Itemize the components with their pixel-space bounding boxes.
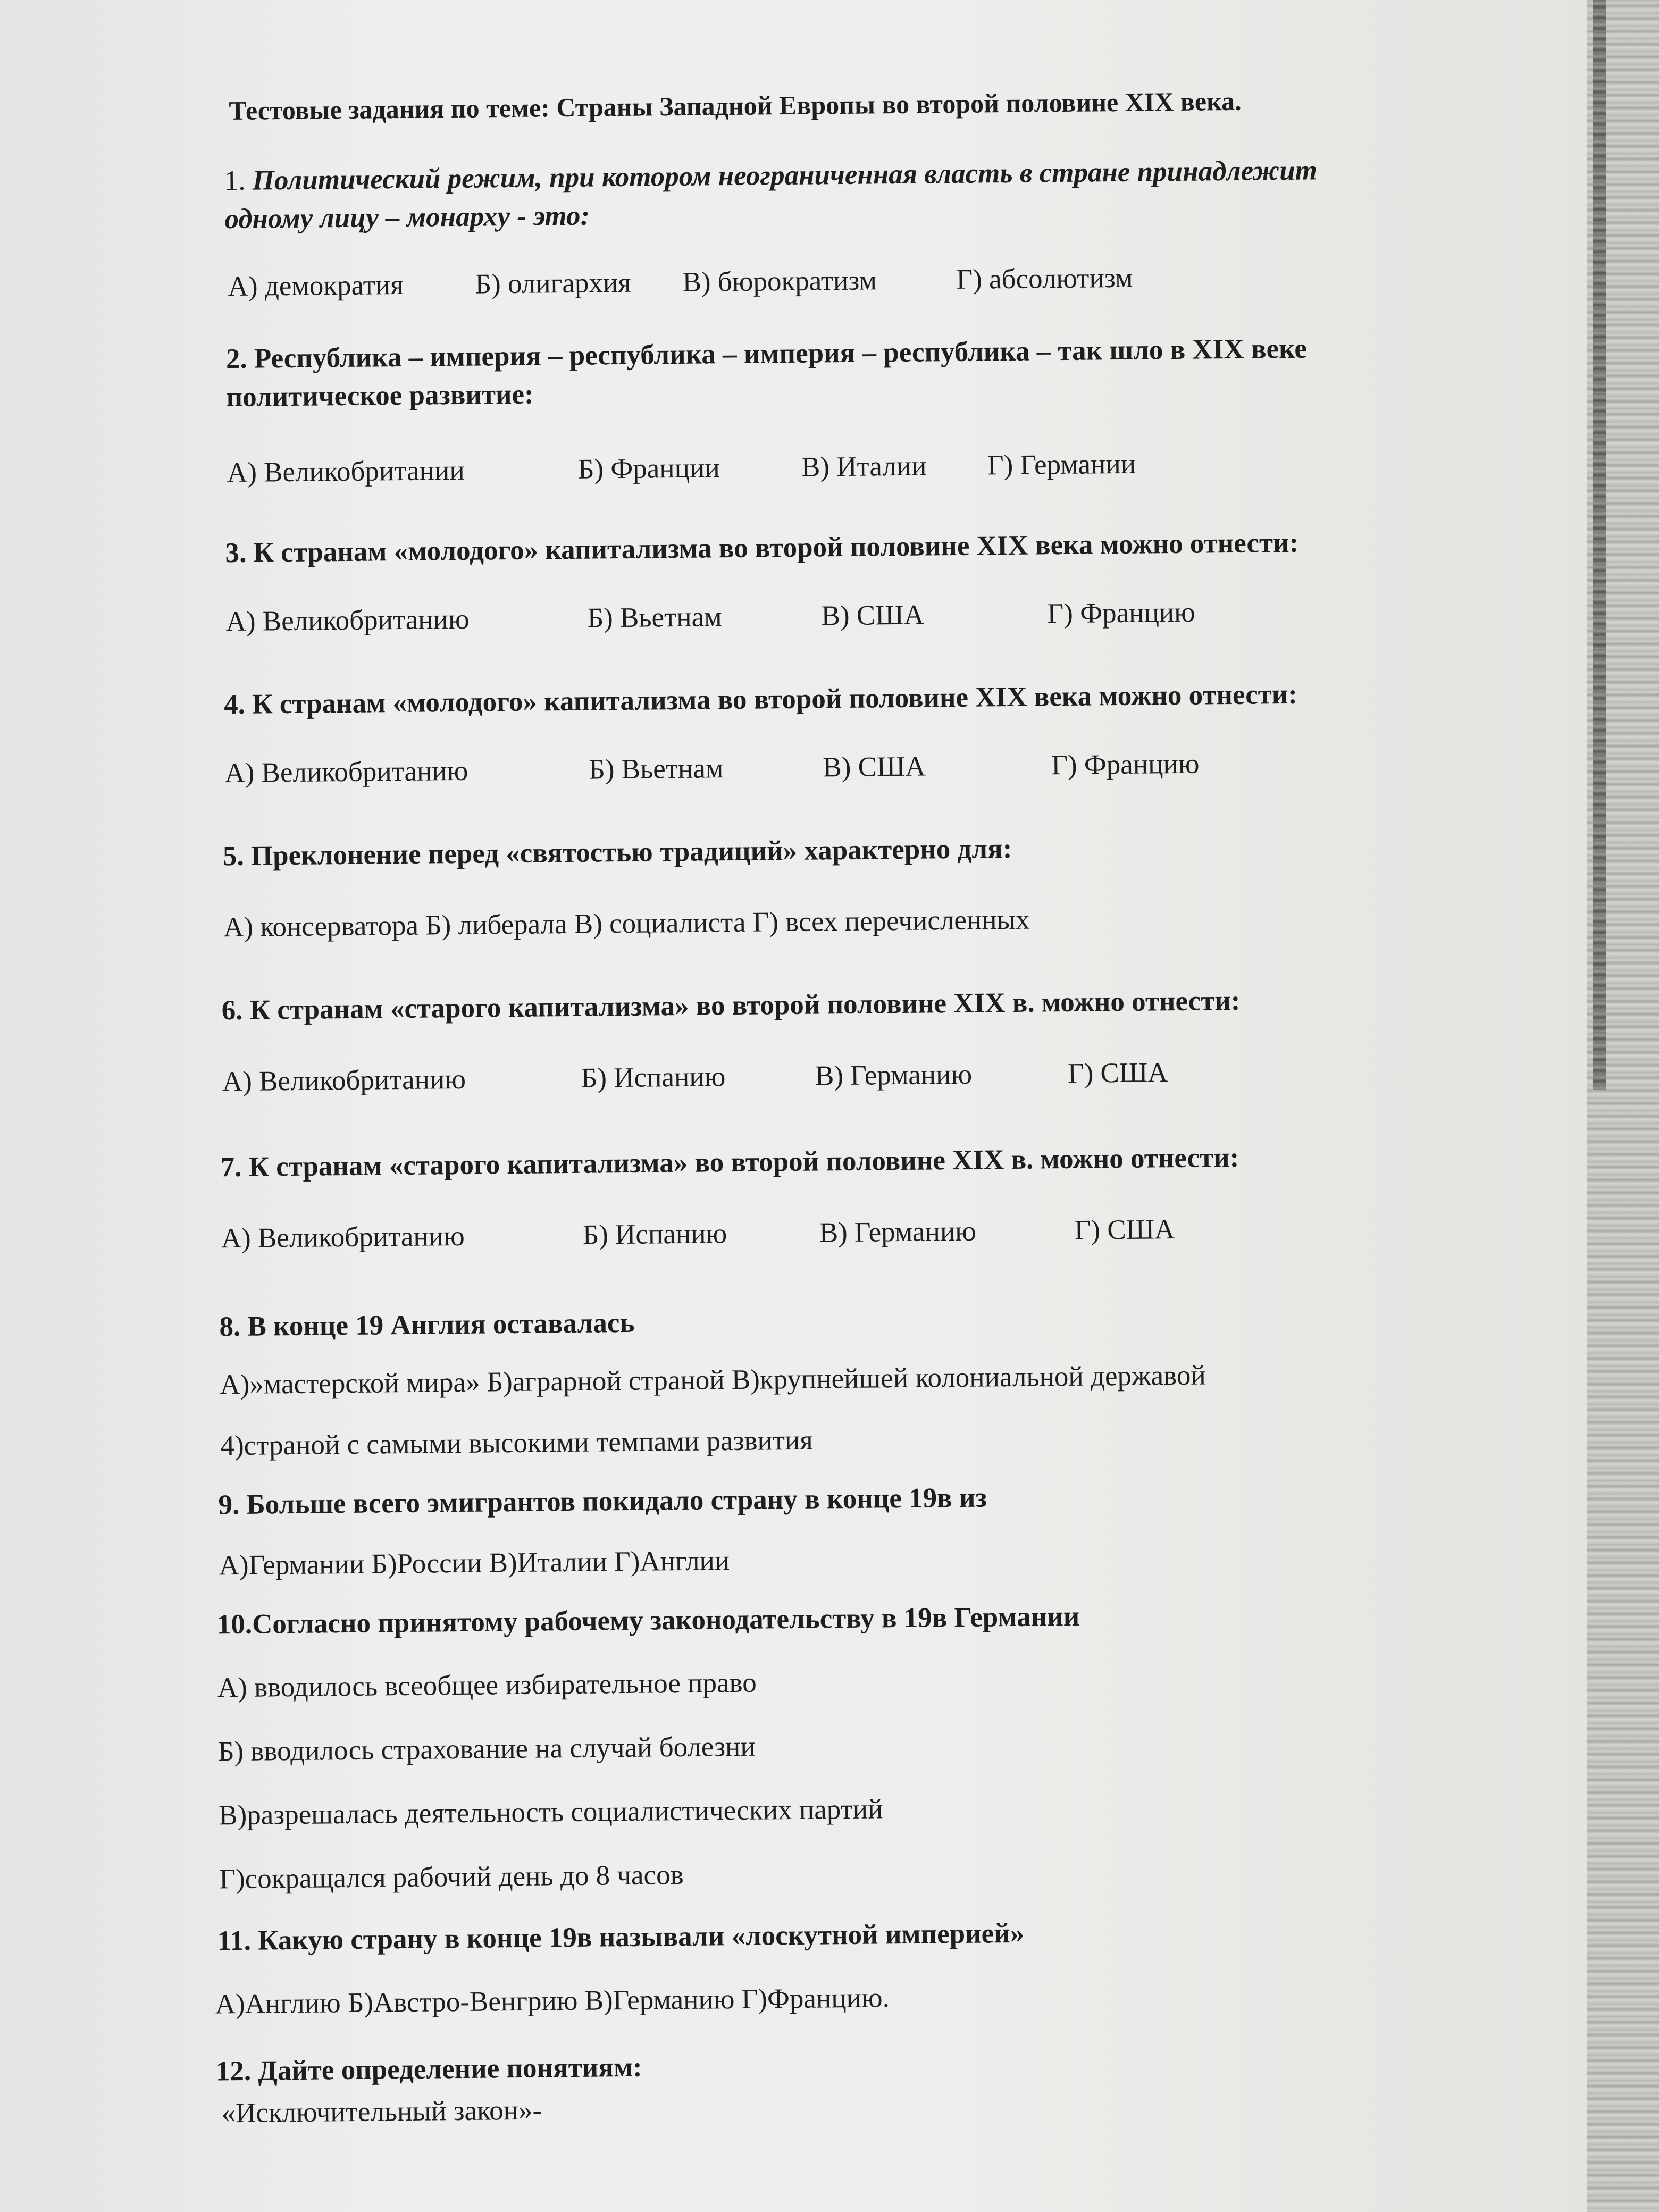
question-12-text: 12. Дайте определение понятиям: xyxy=(215,2051,642,2087)
option-c: В) Германию xyxy=(815,1059,973,1092)
option-d: Г) Францию xyxy=(1051,748,1200,781)
question-3-options xyxy=(225,597,1195,638)
option-b: Б) Испанию xyxy=(581,1061,726,1094)
option-c: В)разрешалась деятельность социалистических партий xyxy=(218,1794,883,1831)
question-8-options-text-2: 4)страной с самыми высокими темпами развития xyxy=(220,1425,814,1462)
question-8-options xyxy=(220,1360,1206,1401)
option-c: В) бюрократизм xyxy=(682,265,877,298)
question-1-text-line1: Политический режим, при котором неограниченная власть в стране принадлежит xyxy=(252,155,1318,196)
option-a: А) Великобританию xyxy=(225,604,470,638)
question-8-options-extra xyxy=(220,1425,813,1462)
option-c: В) Италии xyxy=(801,450,927,483)
option-b: Б) Вьетнам xyxy=(587,601,722,634)
question-10-option-b xyxy=(218,1731,756,1768)
question-7 xyxy=(220,1138,1239,1186)
option-c: В) США xyxy=(821,599,925,632)
test-document xyxy=(175,72,1537,2129)
question-7-text: 7. К странам «старого капитализма» во второй половине XIX в. можно отнести: xyxy=(220,1142,1239,1183)
question-10 xyxy=(216,1597,1079,1644)
question-9-options xyxy=(219,1545,730,1581)
option-b: Б) Вьетнам xyxy=(589,753,724,785)
option-d: Г) США xyxy=(1067,1057,1168,1089)
question-1-number: 1. xyxy=(224,165,246,197)
question-4 xyxy=(224,675,1297,724)
question-11 xyxy=(217,1914,1024,1960)
question-12-term: «Исключительный закон»- xyxy=(221,2094,542,2129)
question-5-options-text: А) консерватора Б) либерала В) социалиста Г) всех перечисленных xyxy=(223,904,1030,943)
question-10-option-a xyxy=(217,1667,757,1704)
question-2-options xyxy=(227,448,1136,489)
question-9-options-text: А)Германии Б)России В)Италии Г)Англии xyxy=(219,1545,730,1581)
option-a: А) Великобританию xyxy=(224,755,468,789)
question-9 xyxy=(218,1478,987,1524)
question-11-options xyxy=(215,1982,890,2020)
option-d: Г) США xyxy=(1074,1214,1175,1246)
option-a: А) демократия xyxy=(228,269,404,303)
question-5 xyxy=(223,830,1012,875)
document-title: Тестовые задания по теме: Страны Западной Европы во второй половине XIX века. xyxy=(229,86,1242,126)
question-10-text: 10.Согласно принятому рабочему законодательству в 19в Германии xyxy=(216,1601,1080,1640)
option-a: А) вводилось всеобщее избирательное право xyxy=(217,1667,757,1704)
option-a: А) Великобритании xyxy=(227,455,465,489)
question-11-text: 11. Какую страну в конце 19в называли «лоскутной империей» xyxy=(217,1917,1025,1957)
question-3 xyxy=(225,524,1298,572)
question-10-option-d xyxy=(219,1859,684,1895)
question-1-options xyxy=(228,262,1133,303)
option-b: Б) вводилось страхование на случай болезни xyxy=(217,1731,756,1767)
question-6-options xyxy=(222,1057,1168,1097)
paper-edge-shadow xyxy=(1593,0,1606,1090)
question-11-options-text: А)Англию Б)Австро-Венгрию В)Германию Г)Францию. xyxy=(215,1982,890,2020)
question-2-text-line1: 2. Республика – империя – республика – империя – республика – так шло в XIX веке xyxy=(225,333,1308,375)
question-1 xyxy=(224,151,1318,238)
option-c: В) США xyxy=(823,751,926,783)
question-2-text-line2: политическое развитие: xyxy=(226,379,534,413)
question-4-text: 4. К странам «молодого» капитализма во второй половине XIX века можно отнести: xyxy=(223,678,1298,720)
question-8 xyxy=(219,1304,635,1346)
question-9-text: 9. Больше всего эмигрантов покидало страну в конце 19в из xyxy=(218,1482,987,1521)
option-d: Г) Францию xyxy=(1047,597,1196,630)
option-a: А) Великобританию xyxy=(221,1220,465,1254)
option-c: В) Германию xyxy=(819,1216,977,1249)
question-8-text: 8. В конце 19 Англия оставалась xyxy=(219,1307,635,1343)
question-6-text: 6. К странам «старого капитализма» во второй половине XIX в. можно отнести: xyxy=(221,985,1241,1026)
question-4-options xyxy=(224,748,1200,790)
question-2 xyxy=(226,330,1308,417)
question-10-option-c xyxy=(219,1793,883,1831)
question-12 xyxy=(216,2048,642,2091)
question-12-options xyxy=(221,2094,542,2130)
option-d: Г) абсолютизм xyxy=(956,262,1133,295)
question-5-text: 5. Преклонение перед «святостью традиций» характерно для: xyxy=(222,833,1012,872)
option-b: Б) олигархия xyxy=(475,267,631,300)
option-a: А) Великобританию xyxy=(222,1063,466,1097)
question-6 xyxy=(221,982,1240,1029)
question-3-text: 3. К странам «молодого» капитализма во второй половине XIX века можно отнести: xyxy=(225,527,1299,569)
option-b: Б) Франции xyxy=(577,453,720,485)
question-8-options-text: А)»мастерской мира» Б)аграрной страной В)крупнейшей колониальной державой xyxy=(220,1360,1206,1401)
option-b: Б) Испанию xyxy=(582,1218,727,1251)
option-d: Г)сокращался рабочий день до 8 часов xyxy=(219,1859,684,1895)
question-5-options xyxy=(223,904,1030,944)
question-1-text-line2: одному лицу – монарху - это: xyxy=(224,200,590,235)
question-7-options xyxy=(221,1213,1175,1254)
option-d: Г) Германии xyxy=(987,448,1136,481)
